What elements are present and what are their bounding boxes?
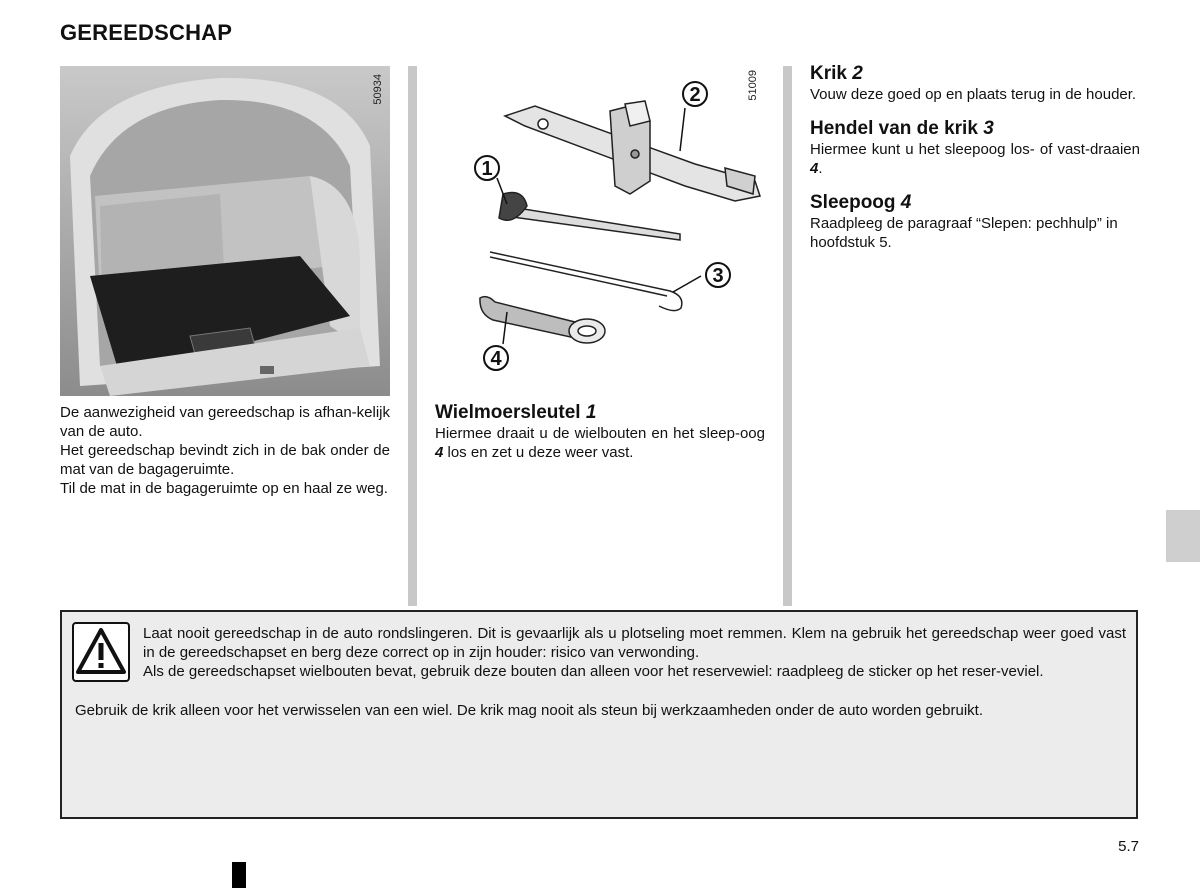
heading-text: Krik — [810, 63, 853, 84]
body-text: los en zet u deze weer vast. — [443, 444, 634, 461]
jack-drawing — [505, 101, 760, 201]
page-title: GEREEDSCHAP — [60, 20, 233, 45]
body-reference-number: 4 — [810, 160, 819, 177]
tools-illustration — [435, 66, 765, 386]
tow-eye-drawing — [480, 297, 605, 343]
section-heading — [435, 402, 765, 424]
body-text: Hiermee draait u de wielbouten en het sleep-oog — [435, 425, 765, 442]
warning-line: Als de gereedschapset wielbouten bevat, gebruik deze bouten dan alleen voor het reservewiel: raadpleeg de sticker op het reser-veviel. — [143, 663, 1044, 680]
section-heading — [810, 63, 1140, 85]
chapter-tab — [1166, 510, 1200, 562]
illustration-reference-code: 51009 — [747, 70, 759, 101]
callout-1-label: 1 — [481, 158, 493, 180]
jack-handle-drawing — [490, 252, 682, 311]
warning-line-full: Gebruik de krik alleen voor het verwisselen van een wiel. De krik mag nooit als steun bij werkzaamheden onder de auto worden gebruikt. — [75, 702, 983, 719]
callout-3-label: 3 — [712, 265, 724, 287]
body-reference-number: 4 — [435, 444, 444, 461]
right-column — [810, 63, 1140, 252]
callout-2-label: 2 — [689, 84, 701, 106]
page-number: 5.7 — [1118, 838, 1139, 855]
left-paragraph: Het gereedschap bevindt zich in de bak onder de mat van de bagageruimte. — [60, 442, 390, 478]
callout-4-label: 4 — [490, 348, 502, 370]
left-paragraph: Til de mat in de bagageruimte op en haal ze weg. — [60, 480, 388, 497]
photo-reference-code: 50934 — [372, 74, 384, 105]
section-heading — [810, 192, 1140, 214]
heading-number: 4 — [900, 192, 912, 213]
body-text: Raadpleeg de paragraaf “Slepen: pechhulp” in hoofdstuk 5. — [810, 215, 1118, 251]
wheel-wrench-drawing — [499, 193, 680, 241]
heading-text: Sleepoog — [810, 192, 901, 213]
body-text: Vouw deze goed op en plaats terug in de houder. — [810, 86, 1137, 103]
left-paragraph: De aanwezigheid van gereedschap is afhan-kelijk van de auto. — [60, 404, 390, 440]
heading-text: Wielmoersleutel — [435, 402, 586, 423]
trunk-photo — [60, 66, 390, 396]
section-body — [810, 214, 1140, 252]
heading-text: Hendel van de krik — [810, 118, 984, 139]
section-body — [810, 140, 1140, 178]
warning-text-indented — [143, 624, 1126, 681]
column-divider-right — [783, 66, 792, 606]
section-body — [810, 85, 1140, 104]
heading-number: 1 — [585, 402, 597, 423]
column-divider-left — [408, 66, 417, 606]
warning-triangle-icon — [72, 622, 130, 682]
heading-number: 3 — [983, 118, 994, 139]
section-heading — [810, 118, 1140, 140]
warning-line: Laat nooit gereedschap in de auto rondslingeren. Dit is gevaarlijk als u plotseling moet remmen. Klem na gebruik het gereedschap weer goed vast in de gereedschapset en berg deze correct op in zijn houder: risico van verwonding. — [143, 625, 1126, 661]
section-body — [435, 424, 765, 462]
heading-number: 2 — [852, 63, 863, 84]
jack-section — [810, 63, 1140, 104]
trunk-illustration — [60, 66, 390, 396]
tools-drawing — [435, 66, 765, 386]
body-text: Hiermee kunt u het sleepoog los- of vast-draaien — [810, 141, 1140, 158]
left-text-block — [60, 403, 390, 498]
tow-eye-section — [810, 192, 1140, 252]
print-mark — [232, 862, 246, 888]
jack-handle-section — [810, 118, 1140, 178]
body-text: . — [818, 160, 823, 177]
wrench-section — [435, 402, 765, 462]
